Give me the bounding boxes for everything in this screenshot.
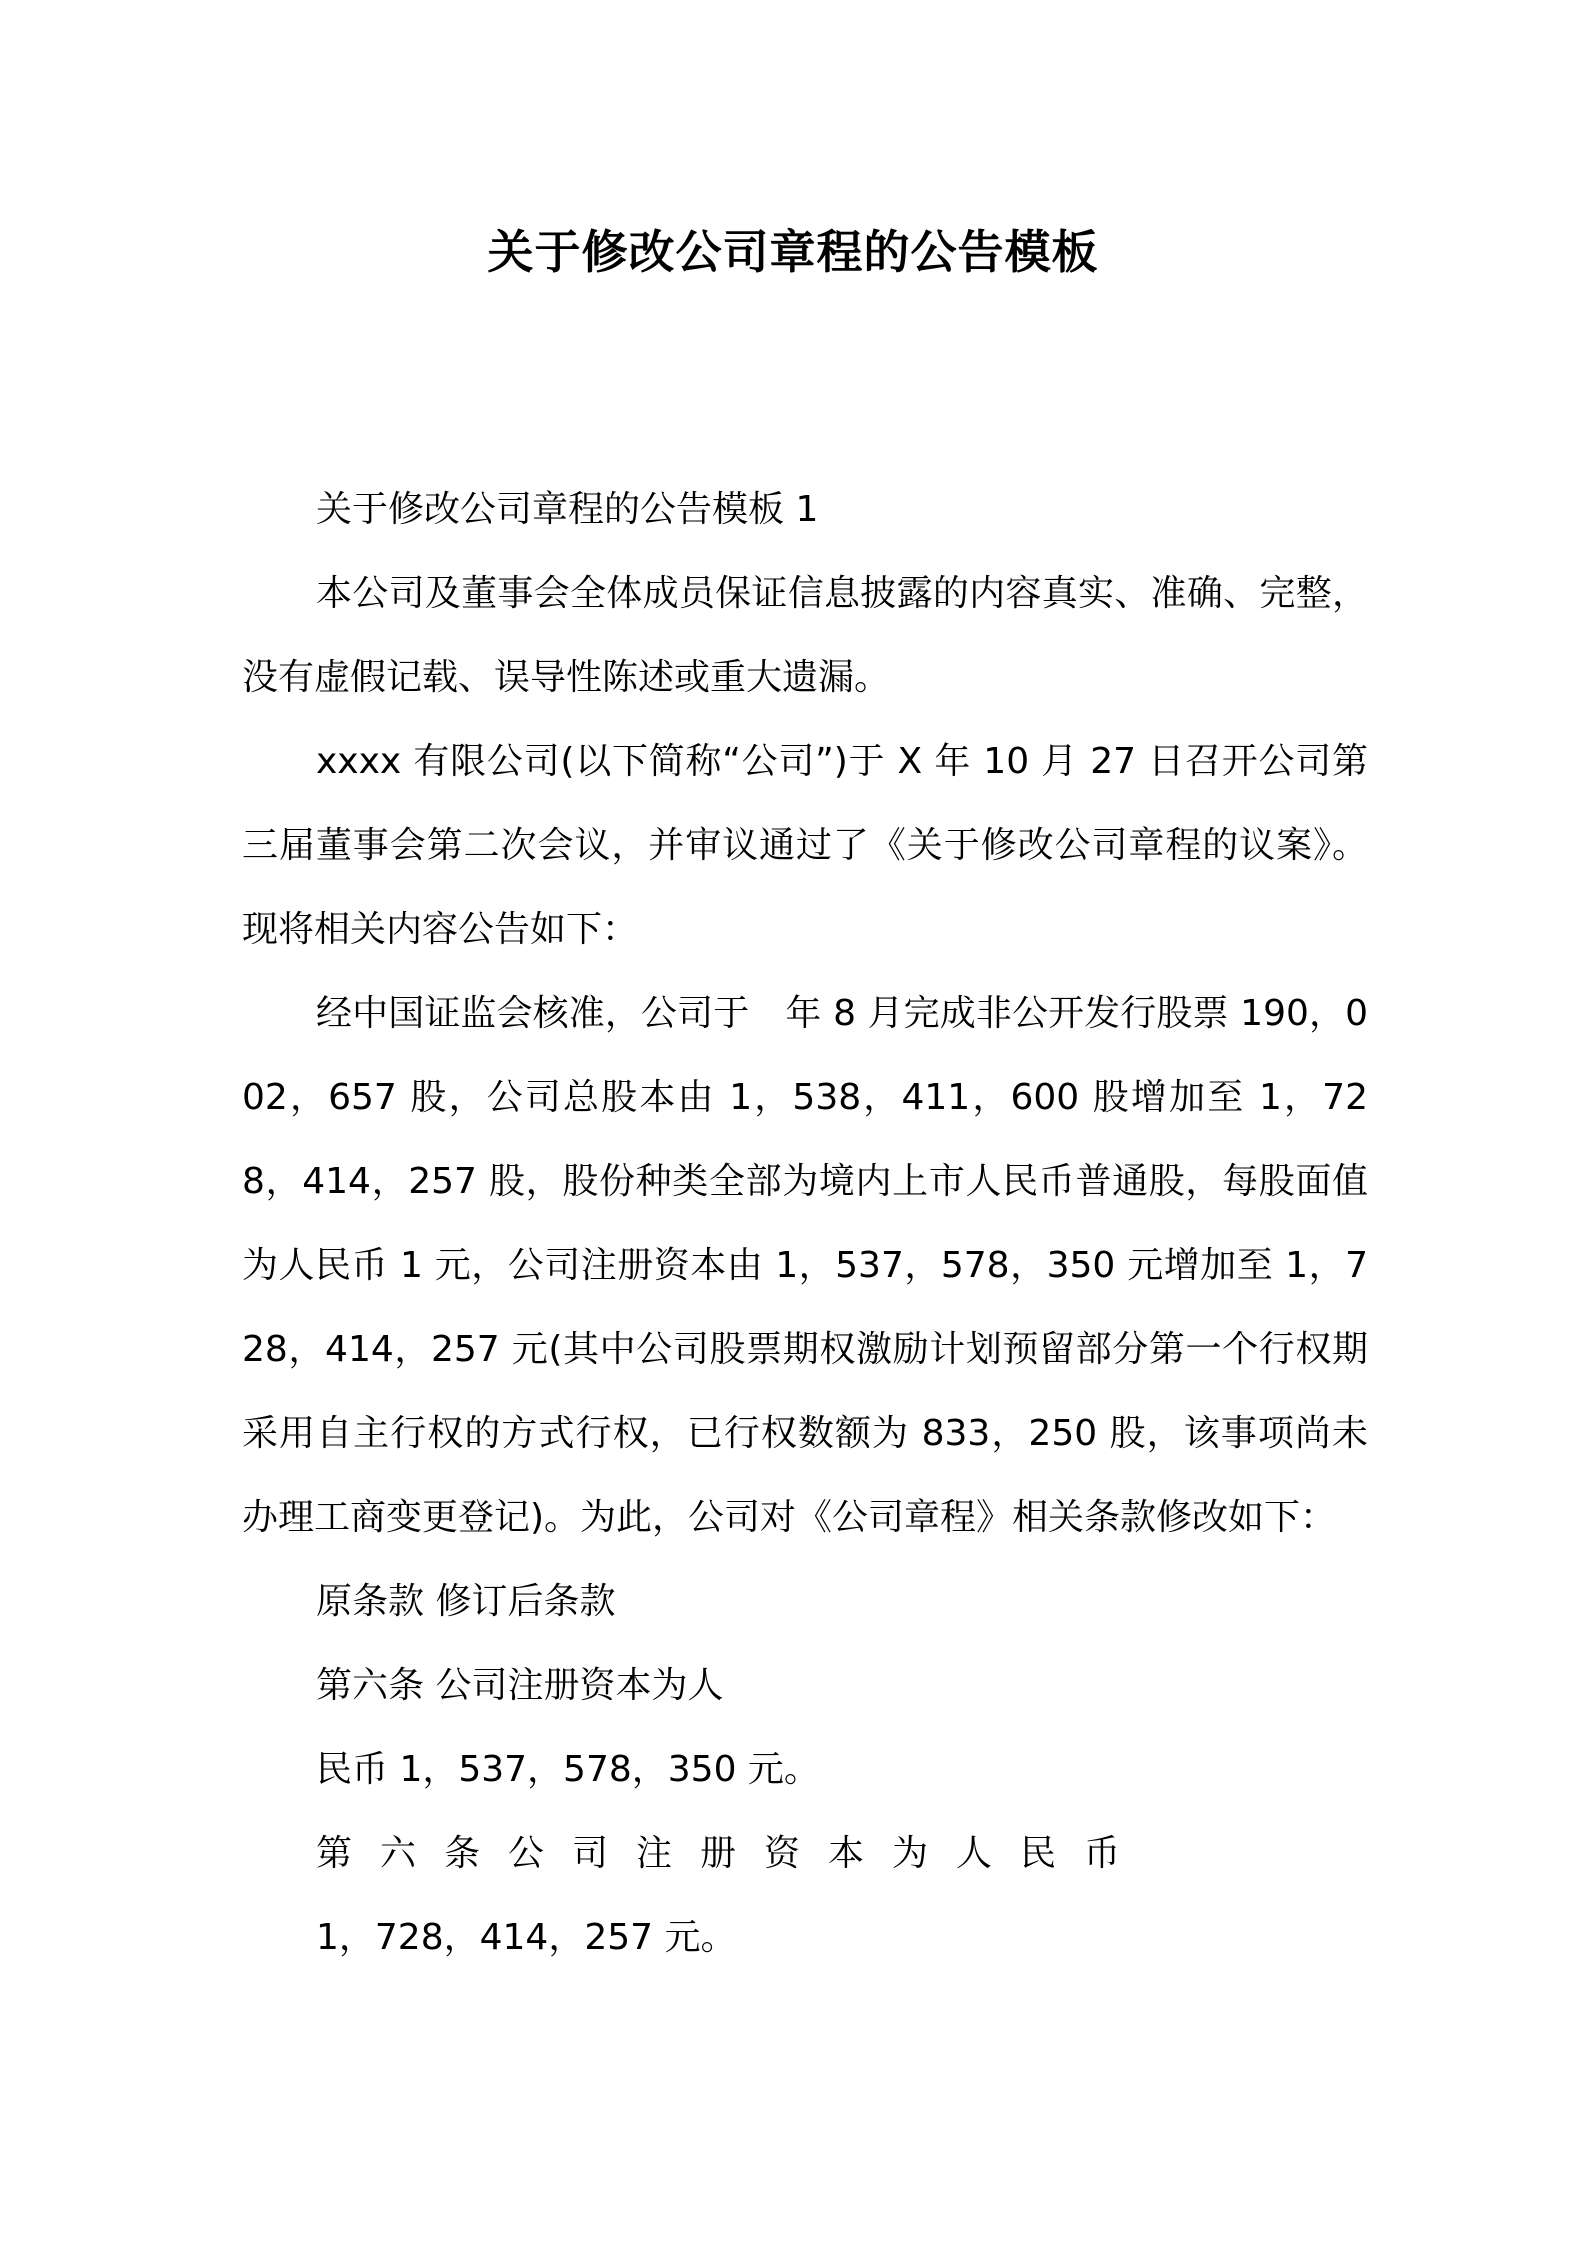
revised-clause-line-1: 第六条公司注册资本为人民币: [316, 1833, 1149, 1874]
document-body: [242, 468, 1368, 1980]
paragraph-disclosure-statement: 本公司及董事会全体成员保证信息披露的内容真实、准确、完整，没有虚假记载、误导性陈述或重大遗漏。: [242, 573, 1368, 698]
revised-clause-line-2: 1，728，414，257 元。: [316, 1917, 737, 1958]
original-clause-line-1: 第六条 公司注册资本为人: [316, 1665, 724, 1706]
section-subtitle: 关于修改公司章程的公告模板 1: [316, 489, 819, 530]
original-clause-line-2: 民币 1，537，578，350 元。: [316, 1749, 820, 1790]
paragraph-capital-change: 经中国证监会核准，公司于 年 8 月完成非公开发行股票 190，002，657 股，公司总股本由 1，538，411，600 股增加至 1，728，414，257 股，股份种类全部为境内上市人民币普通股，每股面值为人民币 1 元，公司注册资本由 1，537，578，350 元增加至 1，728，414，257 元(其中公司股票期权激励计划预留部分第一个行权期采用自主行权的方式行权，已行权数额为 833，250 股，该事项尚未办理工商变更登记)。为此，公司对《公司章程》相关条款修改如下：: [242, 993, 1368, 1538]
document-title: 关于修改公司章程的公告模板: [487, 225, 1099, 279]
paragraph-board-meeting: xxxx 有限公司(以下简称“公司”)于 X 年 10 月 27 日召开公司第三届董事会第二次会议，并审议通过了《关于修改公司章程的议案》。现将相关内容公告如下：: [242, 741, 1368, 950]
amendment-table-header: 原条款 修订后条款: [316, 1581, 616, 1622]
